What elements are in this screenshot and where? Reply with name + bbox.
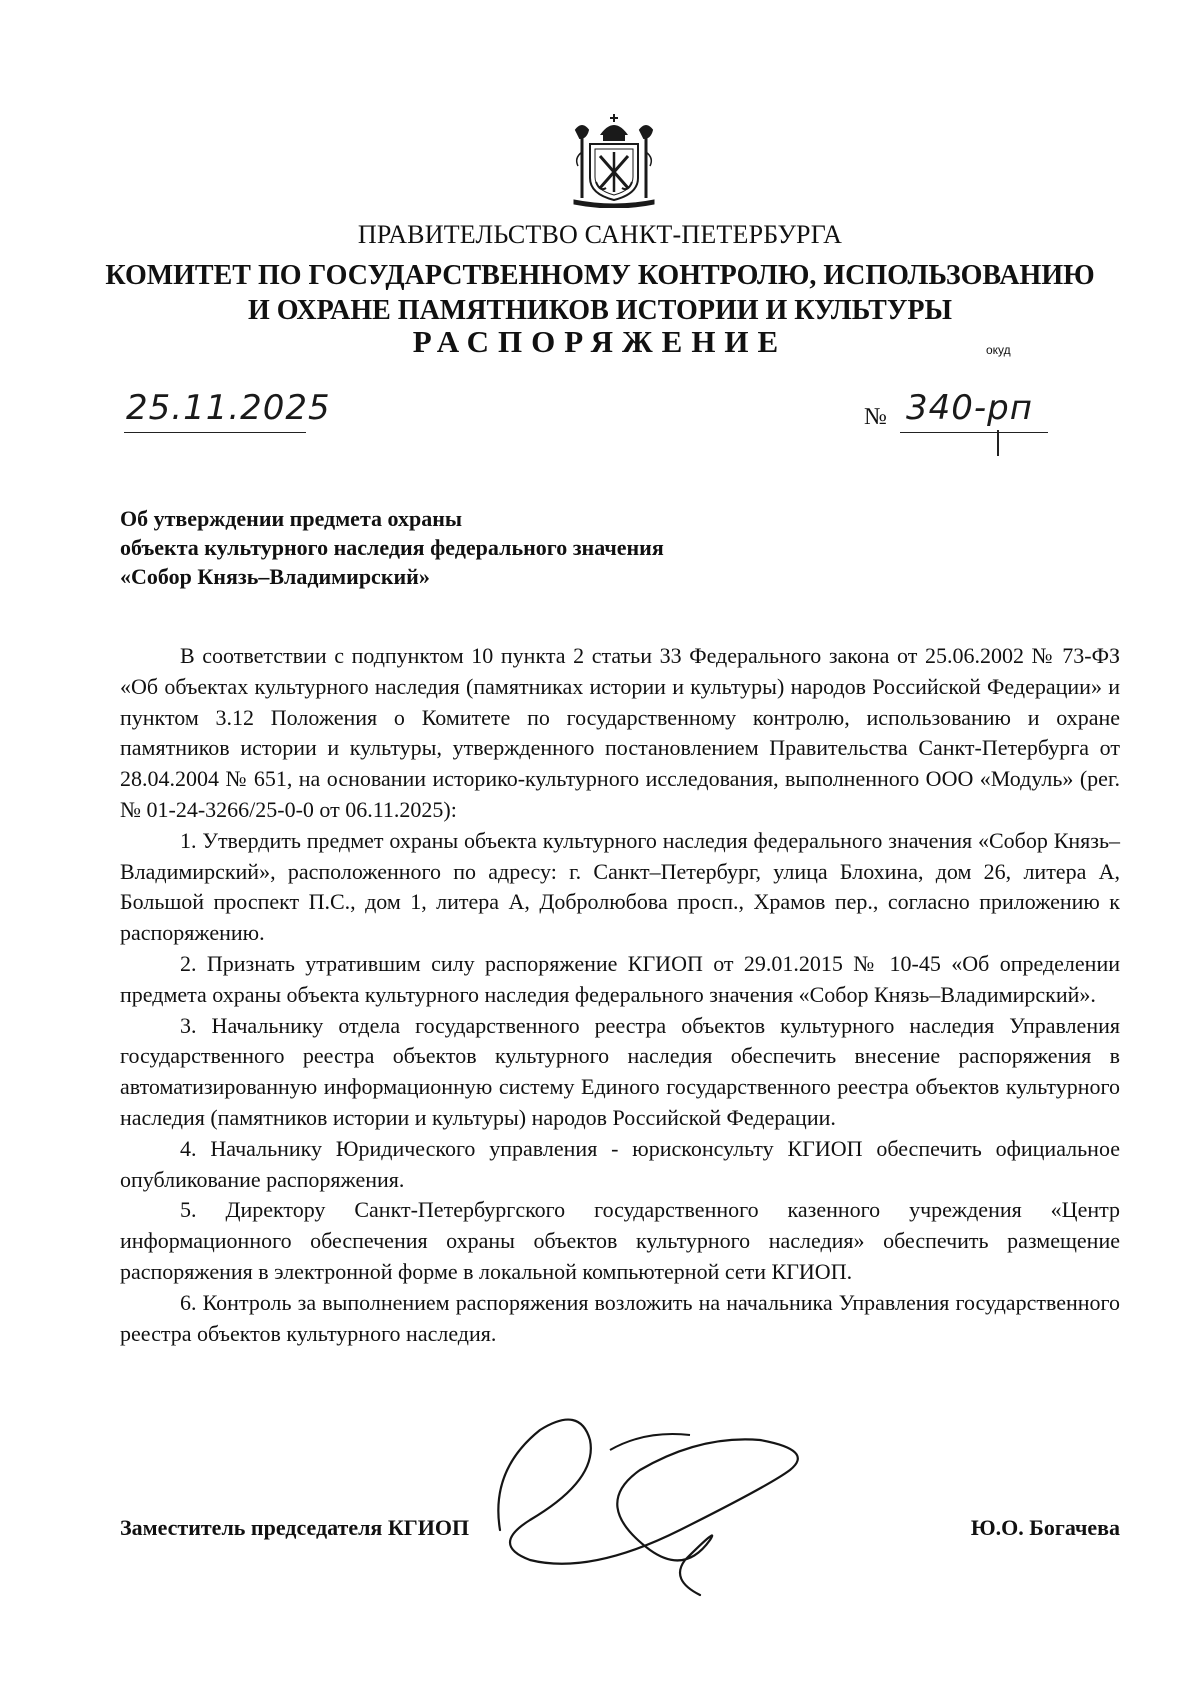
committee-name (0, 258, 1200, 328)
subject-line-2: объекта культурного наследия федерального значения (120, 535, 664, 560)
handwritten-signature-icon (470, 1410, 840, 1600)
subject-line-3: «Собор Князь–Владимирский» (120, 564, 430, 589)
signatory-title: Заместитель председателя КГИОП (120, 1515, 470, 1540)
document-number: 340-рп (906, 388, 1033, 428)
committee-name-line-2: И ОХРАНЕ ПАМЯТНИКОВ ИСТОРИИ И КУЛЬТУРЫ (248, 295, 952, 326)
order-item-6: 6. Контроль за выполнением распоряжения возложить на начальника Управления государственного реестра объектов культурного наследия. (120, 1289, 1120, 1346)
document-subject (120, 504, 820, 591)
signatory-name: Ю.О. Богачева (970, 1515, 1120, 1540)
document-body (120, 641, 1120, 1349)
committee-name-line-1: КОМИТЕТ ПО ГОСУДАРСТВЕННОМУ КОНТРОЛЮ, ИСПОЛЬЗОВАНИЮ (105, 260, 1095, 291)
document-number-label: № (864, 404, 887, 430)
order-item-2: 2. Признать утратившим силу распоряжение КГИОП от 29.01.2015 № 10-45 «Об определении предмета охраны объекта культурного наследия федерального значения «Собор Князь–Владимирский». (120, 950, 1120, 1007)
document-date: 25.11.2025 (126, 388, 331, 428)
document-number-field (900, 388, 1048, 433)
saint-petersburg-coat-of-arms-icon (568, 112, 660, 208)
order-item-3: 3. Начальнику отдела государственного реестра объектов культурного наследия Управления государственного реестра объектов культурного наследия обеспечить внесение распоряжения в автоматизированную информационную систему Единого государственного реестра объектов культурного наследия (памятников истории и культуры) народов Российской Федерации. (120, 1012, 1120, 1130)
order-item-1: 1. Утвердить предмет охраны объекта культурного наследия федерального значения «Собор Князь–Владимирский», расположенного по адресу: г. Санкт–Петербург, улица Блохина, дом 26, литера А, Большой проспект П.С., дом 1, литера А, Добролюбова просп., Храмов пер., согласно приложению к распоряжению. (120, 827, 1120, 946)
okud-label: окуд (986, 343, 1011, 357)
government-name: ПРАВИТЕЛЬСТВО САНКТ-ПЕТЕРБУРГА (357, 220, 843, 249)
document-number-stroke (997, 430, 999, 456)
subject-line-1: Об утверждении предмета охраны (120, 506, 463, 531)
document-date-field (124, 388, 331, 433)
order-item-4: 4. Начальнику Юридического управления - юрисконсульту КГИОП обеспечить официальное опубликование распоряжения. (120, 1135, 1120, 1192)
document-type: РАСПОРЯЖЕНИЕ (412, 324, 788, 359)
preamble-paragraph: В соответствии с подпунктом 10 пункта 2 статьи 33 Федерального закона от 25.06.2002 № 73-ФЗ «Об объектах культурного наследия (памятниках истории и культуры) народов Российской Федерации» и пунктом 3.12 Положения о Комитете по государственному контролю, использованию и охране памятников истории и культуры, утвержденного постановлением Правительства Санкт-Петербурга от 28.04.2004 № 651, на основании историко-культурного исследования, выполненного ООО «Модуль» (рег. № 01-24-3266/25-0-0 от 06.11.2025): (120, 643, 1120, 822)
order-item-5: 5. Директору Санкт-Петербургского государственного казенного учреждения «Центр информационного обеспечения охраны объектов культурного наследия» обеспечить размещение распоряжения в электронной форме в локальной компьютерной сети КГИОП. (120, 1197, 1120, 1284)
